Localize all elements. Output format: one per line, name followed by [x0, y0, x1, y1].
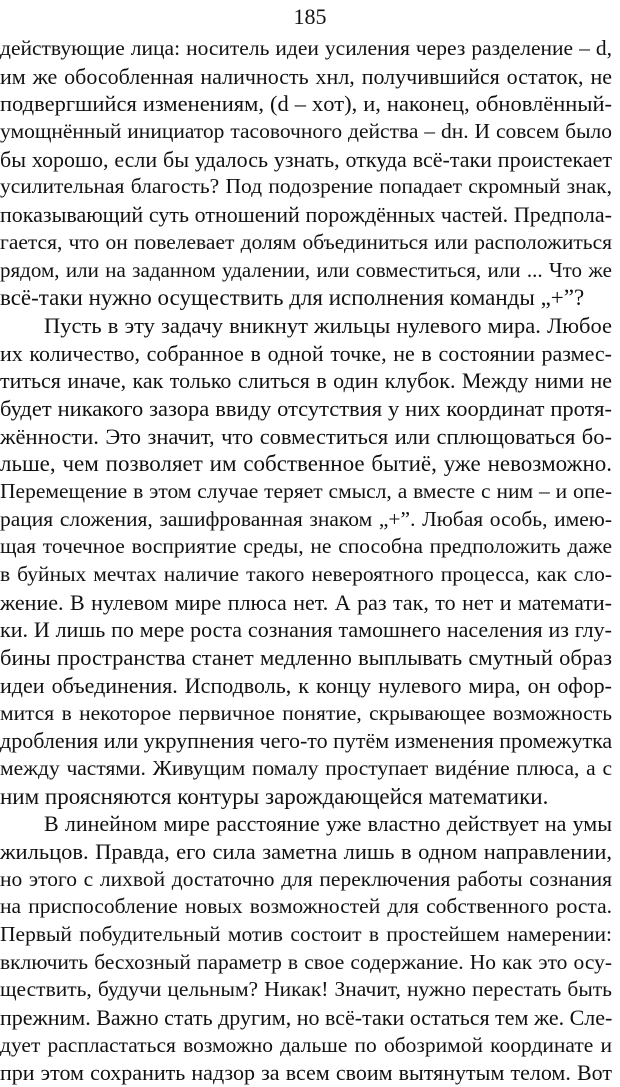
text-line: В линейном мире расстояние уже властно действует на умы — [44, 811, 612, 837]
text-line: подвергшийся изменениям, (d – xот), и, наконец, обновлённый- — [0, 91, 612, 117]
text-line: щая точечное восприятие среды, не способна предположить даже — [0, 534, 612, 559]
text-line: бины пространства станет медленно выплывать смутный образ — [0, 645, 612, 671]
text-line: гается, что он повелевает долям объединиться или расположиться — [0, 229, 612, 254]
text-line: мится в некоторое первичное понятие, скрывающее возможность — [0, 700, 612, 725]
text-line: прежним. Важно стать другим, но всё-таки остаться тем же. Сле- — [0, 1005, 613, 1031]
text-line: Первый побудительный мотив состоит в простейшем намерении: — [0, 922, 612, 946]
text-line: Перемещение в этом случае теряет смысл, а вместе с ним – и опе- — [0, 479, 612, 503]
text-line: жильцов. Правда, его сила заметна лишь в одном направлении, — [0, 838, 612, 864]
text-line: при этом сохранить надзор за всем своим вытянутым телом. Вот — [0, 1060, 612, 1086]
text-line: ществить, будучи цельным? Никак! Значит, нужно перестать быть — [0, 977, 612, 1002]
text-line: им же обособленная наличность xнл, получившийся остаток, не — [0, 63, 612, 89]
text-line: Пусть в эту задачу вникнут жильцы нулевого мира. Любое — [44, 312, 612, 338]
text-line: будет никакого зазора ввиду отсутствия у них координат протя- — [0, 395, 612, 421]
text-line: рация сложения, зашифрованная знаком „+”. Любая особь, имею- — [0, 506, 612, 531]
text-line: всё-таки нужно осуществить для исполнения команды „+”? — [0, 285, 585, 311]
text-line: идеи объединения. Исподволь, к концу нулевого мира, он офор- — [0, 672, 612, 698]
text-line: ним проясняются контуры зарождающейся математики. — [0, 783, 549, 809]
page-number: 185 — [293, 4, 327, 29]
text-line: жение. В нулевом мире плюса нет. А раз так, то нет и математи- — [0, 589, 612, 615]
text-line: в буйных мечтах наличие такого невероятного процесса, как сло- — [0, 562, 612, 587]
text-line: на приспособление новых возможностей для собственного роста. — [0, 894, 612, 919]
text-line: дробления или укрупнения чего-то путём изменения промежутка — [0, 728, 613, 754]
text-line: рядом, или на заданном удалении, или совместиться, или ... Что же — [0, 257, 612, 282]
text-line: их количество, собранное в одной точке, не в состоянии размес- — [0, 340, 612, 366]
text-line: между частями. Живущим помалу проступает видéние плюса, а с — [0, 755, 612, 780]
text-line: бы хорошо, если бы удалось узнать, откуда всё-таки проистекает — [0, 146, 612, 172]
text-line: льше, чем позволяет им собственное бытиё, уже невозможно. — [0, 451, 612, 477]
text-line: дует распластаться возможно дальше по обозримой координате и — [0, 1032, 612, 1057]
text-line: но этого с лихвой достаточно для переключения работы сознания — [0, 866, 612, 891]
body-text — [0, 35, 612, 1087]
text-line: действующие лица: носитель идеи усиления через разделение – d, — [0, 36, 612, 60]
text-line: жённости. Это значит, что совместиться или сплющоваться бо- — [0, 423, 612, 449]
text-line: титься иначе, как только слиться в один клубок. Между ними не — [0, 368, 612, 394]
text-line: умощнённый инициатор тасовочного действа – dн. И совсем было — [0, 119, 612, 144]
text-line: показывающий суть отношений порождённых частей. Предпола- — [0, 202, 612, 228]
text-line: включить бесхозный параметр в свое содержание. Но как это осу- — [0, 949, 612, 974]
text-line: ки. И лишь по мере роста сознания тамошнего населения из глу- — [0, 617, 612, 643]
text-line: усилительная благость? Под подозрение попадает скромный знак, — [0, 174, 612, 199]
